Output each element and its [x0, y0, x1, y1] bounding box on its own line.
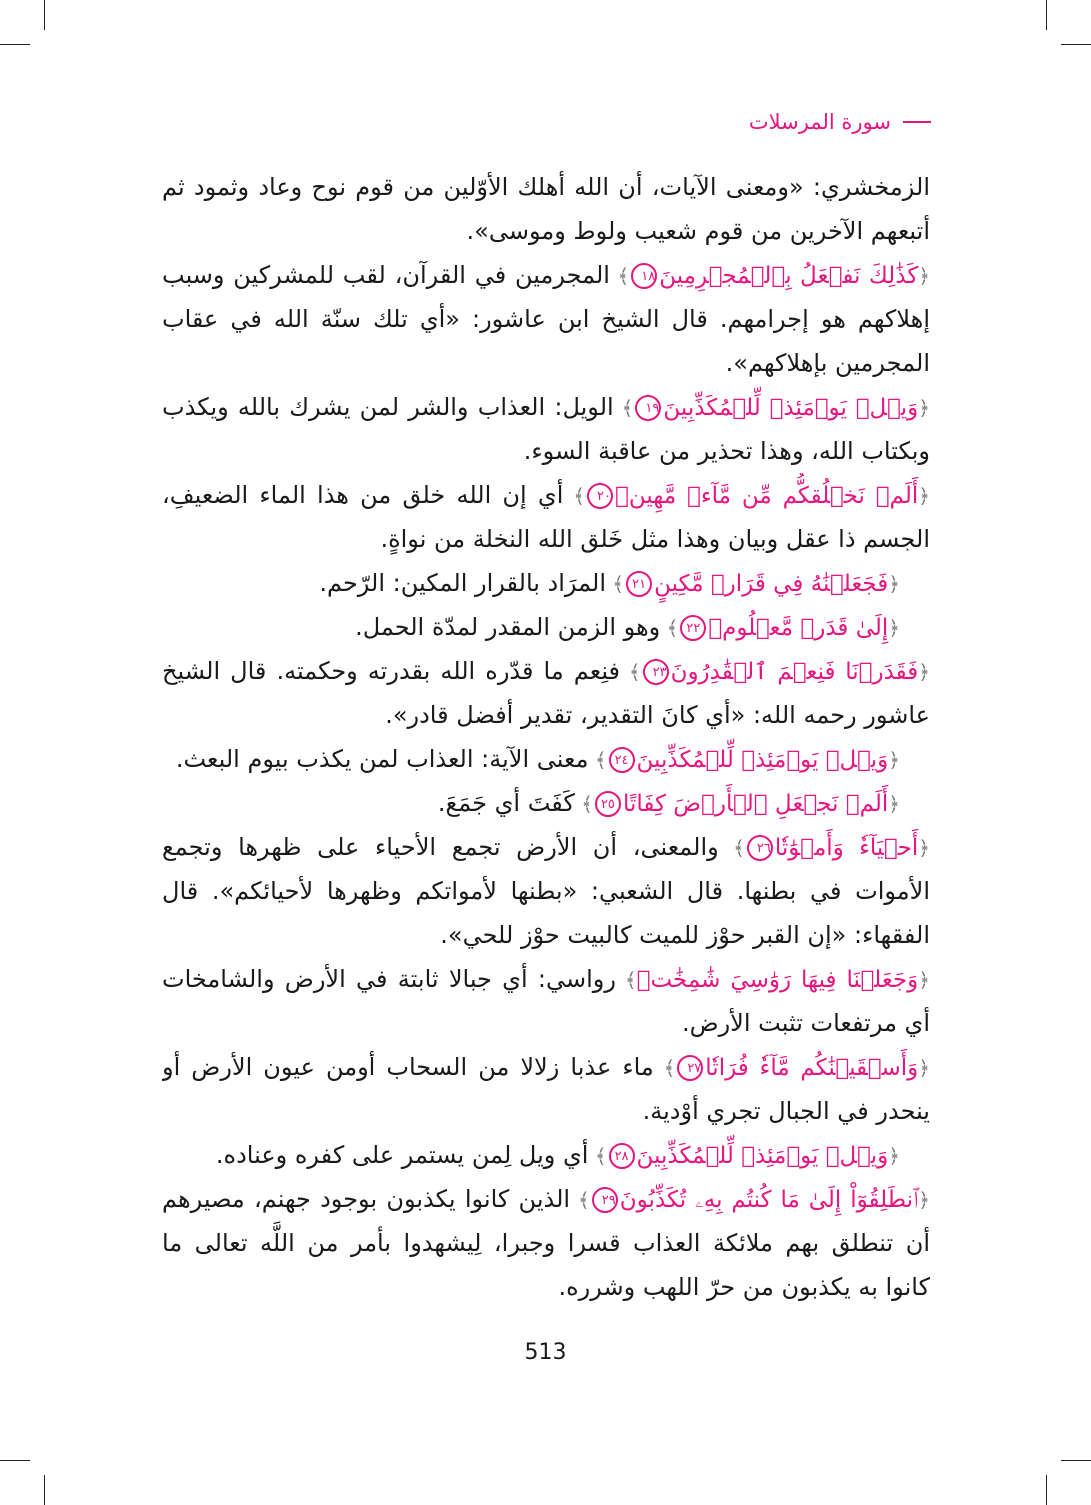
commentary-text: والمعنى، أن الأرض تجمع الأحياء على ظهرها وتجمع: [162, 833, 719, 861]
commentary-text: كَفَتَ أي جَمَعَ.: [437, 789, 575, 817]
crop-mark: [1061, 44, 1091, 45]
ornate-bracket-open-icon: ﴿: [888, 748, 900, 772]
commentary-text: المجرمين بإهلاكهم».: [725, 349, 930, 377]
commentary-text: ينحدر في الجبال تجري أوْدية.: [642, 1097, 930, 1125]
verse-number-medallion: ٢٢: [680, 615, 706, 641]
verse-number-medallion: ٢٠: [587, 483, 613, 509]
verse-number-medallion: ٢٨: [609, 1143, 635, 1169]
commentary-text: أن تنطلق بهم ملائكة العذاب قسرا وجبرا، لِيشهدوا بأمر من اللَّه تعالى ما: [162, 1229, 930, 1257]
commentary-text: أتبعهم الآخرين من قوم شعيب ولوط وموسى».: [466, 217, 930, 245]
ornate-bracket-close-icon: ﴾: [606, 572, 625, 596]
commentary-text: أي ويل لِمن يستمر على كفره وعناده.: [215, 1141, 589, 1169]
text-line: [162, 165, 930, 209]
crop-mark: [1046, 0, 1047, 30]
commentary-text: أي مرتفعات تثبت الأرض.: [681, 1009, 930, 1037]
ornate-bracket-close-icon: ﴾: [588, 748, 607, 772]
text-line: [162, 649, 930, 693]
commentary-text: معنى الآية: العذاب لمن يكذب بيوم البعث.: [175, 745, 589, 773]
text-line: [162, 209, 930, 253]
commentary-text: المرَاد بالقرار المكين: الرّحم.: [319, 569, 607, 597]
ornate-bracket-open-icon: ﴿: [918, 396, 930, 420]
verse-number-medallion: ١٨: [631, 263, 657, 289]
commentary-text: وبكتاب الله، وهذا تحذير من عاقبة السوء.: [523, 437, 930, 465]
verse-number-medallion: ٢٣: [643, 659, 669, 685]
ornate-bracket-close-icon: ﴾: [613, 396, 634, 420]
text-line: [162, 1133, 930, 1177]
text-line: [162, 913, 930, 957]
commentary-text: أي إن الله خلق من هذا الماء الضعيفِ،: [162, 481, 564, 509]
ornate-bracket-open-icon: ﴿: [888, 1144, 900, 1168]
ornate-bracket-open-icon: ﴿: [888, 792, 900, 816]
ornate-bracket-close-icon: ﴾: [620, 660, 641, 684]
quran-verse: وَجَعَلۡنَا فِيهَا رَوَٰسِيَ شَٰمِخَٰتٖ: [636, 967, 919, 993]
quran-verse: وَأَسۡقَيۡنَٰكُم مَّآءٗ فُرَاتٗا: [705, 1055, 919, 1081]
commentary-text: الويل: العذاب والشر لمن يشرك بالله ويكذب: [162, 393, 614, 421]
ornate-bracket-close-icon: ﴾: [609, 264, 630, 288]
crop-mark: [0, 1460, 30, 1461]
text-line: [162, 1221, 930, 1265]
quran-verse: وَيۡلٞ يَوۡمَئِذٖ لِّلۡمُكَذِّبِينَ: [663, 395, 919, 421]
text-line: [162, 825, 930, 869]
text-line: [162, 781, 930, 825]
verse-number-medallion: ٢٦: [747, 835, 773, 861]
ornate-bracket-close-icon: ﴾: [653, 1056, 676, 1080]
header-rule: [903, 121, 931, 123]
quran-verse: أَلَمۡ نَجۡعَلِ ٱلۡأَرۡضَ كِفَاتًا: [622, 791, 889, 817]
verse-number-medallion: ٢٤: [609, 747, 635, 773]
surah-title: سورة المرسلات: [748, 110, 891, 134]
verse-number-medallion: ٢١: [626, 571, 652, 597]
quran-verse: وَيۡلٞ يَوۡمَئِذٖ لِّلۡمُكَذِّبِينَ: [636, 747, 889, 773]
crop-mark: [44, 0, 45, 30]
crop-mark: [1046, 1475, 1047, 1505]
text-line: [162, 517, 930, 561]
body-text: [162, 165, 930, 1309]
verse-number-medallion: ٢٩: [592, 1187, 618, 1213]
commentary-text: عاشور رحمه الله: «أي كانَ التقدير، تقدير أفضل قادر».: [385, 701, 930, 729]
text-line: [162, 1045, 930, 1089]
commentary-text: رواسي: أي جبالا ثابتة في الأرض والشامخات: [162, 965, 616, 993]
text-line: [162, 297, 930, 341]
verse-number-medallion: ٢٥: [595, 791, 621, 817]
text-line: [162, 1001, 930, 1045]
quran-verse: أَلَمۡ نَخۡلُقكُّم مِّن مَّآءٖ مَّهِينٖ: [615, 483, 919, 509]
commentary-text: فنِعم ما قدّره الله بقدرته وحكمته. قال الشيخ: [162, 657, 621, 685]
ornate-bracket-open-icon: ﴿: [918, 660, 930, 684]
page-number: 513: [524, 1340, 567, 1365]
commentary-text: الزمخشري: «ومعنى الآيات، أن الله أهلك الأوّلين من قوم نوح وعاد وثمود ثم: [162, 173, 930, 201]
quran-verse: كَذَٰلِكَ نَفۡعَلُ بِٱلۡمُجۡرِمِينَ: [659, 263, 919, 289]
ornate-bracket-open-icon: ﴿: [918, 836, 930, 860]
text-line: [162, 253, 930, 297]
verse-number-medallion: ١٩: [635, 395, 661, 421]
commentary-text: ماء عذبا زلالا من السحاب أومن عيون الأرض أو: [162, 1053, 654, 1081]
ornate-bracket-open-icon: ﴿: [918, 1188, 930, 1212]
commentary-text: كانوا به يكذبون من حرّ اللهب وشرره.: [558, 1273, 930, 1301]
quran-verse: أَحۡيَآءٗ وَأَمۡوَٰتٗا: [774, 835, 919, 861]
running-header: [749, 110, 931, 134]
text-line: [162, 429, 930, 473]
ornate-bracket-open-icon: ﴿: [888, 572, 900, 596]
verse-number-medallion: ٢٧: [677, 1055, 703, 1081]
text-line: [162, 561, 930, 605]
ornate-bracket-close-icon: ﴾: [660, 616, 679, 640]
ornate-bracket-open-icon: ﴿: [918, 968, 930, 992]
ornate-bracket-close-icon: ﴾: [588, 1144, 607, 1168]
quran-verse: ٱنطَلِقُوٓاْ إِلَىٰ مَا كُنتُم بِهِۦ تُكَذِّبُونَ: [619, 1187, 919, 1213]
text-line: [162, 473, 930, 517]
ornate-bracket-close-icon: ﴾: [615, 968, 637, 992]
text-line: [162, 1265, 930, 1309]
crop-mark: [0, 44, 30, 45]
quran-verse: فَقَدَرۡنَا فَنِعۡمَ ٱلۡقَٰدِرُونَ: [670, 659, 919, 685]
ornate-bracket-open-icon: ﴿: [918, 1056, 930, 1080]
text-line: [162, 693, 930, 737]
commentary-text: وهو الزمن المقدر لمدّة الحمل.: [355, 613, 661, 641]
quran-verse: إِلَىٰ قَدَرٖ مَّعۡلُومٖ: [708, 615, 889, 641]
commentary-text: الأموات في بطنها. قال الشعبي: «بطنها لأمواتكم وظهرها لأحيائكم». قال: [162, 877, 930, 905]
text-line: [162, 957, 930, 1001]
crop-mark: [1061, 1460, 1091, 1461]
text-line: [162, 385, 930, 429]
commentary-text: الجسم ذا عقل وبيان وهذا مثل خَلق الله النخلة من نواةٍ.: [380, 525, 930, 553]
crop-mark: [44, 1475, 45, 1505]
commentary-text: إهلاكهم هو إجرامهم. قال الشيخ ابن عاشور: «أي تلك سنّة الله في عقاب: [162, 305, 930, 333]
quran-verse: فَجَعَلۡنَٰهُ فِي قَرَارٖ مَّكِينٍ: [654, 571, 889, 597]
ornate-bracket-open-icon: ﴿: [888, 616, 900, 640]
ornate-bracket-close-icon: ﴾: [718, 836, 745, 860]
text-line: [162, 869, 930, 913]
ornate-bracket-close-icon: ﴾: [570, 1188, 590, 1212]
commentary-text: الفقهاء: «إن القبر حوْز للميت كالبيت حوْز للحي».: [440, 921, 930, 949]
text-line: [162, 1177, 930, 1221]
ornate-bracket-close-icon: ﴾: [563, 484, 586, 508]
text-line: [162, 341, 930, 385]
ornate-bracket-close-icon: ﴾: [574, 792, 593, 816]
commentary-text: المجرمين في القرآن، لقب للمشركين وسبب: [162, 261, 610, 289]
text-line: [162, 737, 930, 781]
ornate-bracket-open-icon: ﴿: [918, 484, 930, 508]
quran-verse: وَيۡلٞ يَوۡمَئِذٖ لِّلۡمُكَذِّبِينَ: [636, 1143, 889, 1169]
ornate-bracket-open-icon: ﴿: [918, 264, 930, 288]
text-line: [162, 1089, 930, 1133]
text-line: [162, 605, 930, 649]
commentary-text: الذين كانوا يكذبون بوجود جهنم، مصيرهم: [162, 1185, 571, 1213]
